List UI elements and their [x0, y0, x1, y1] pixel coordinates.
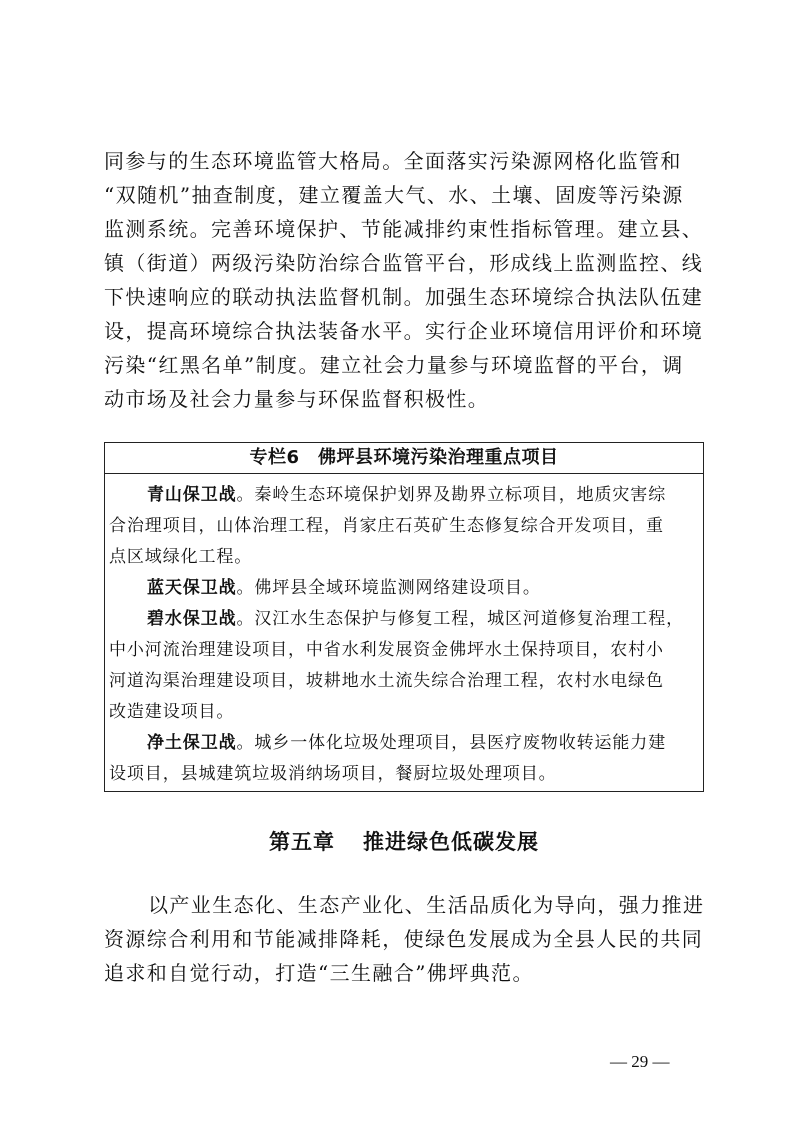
page-number: — 29 —: [610, 1052, 670, 1071]
paragraph-line: “双随机”抽查制度，建立覆盖大气、水、土壤、固废等污染源: [104, 183, 684, 207]
project-text: 。佛坪县全域环境监测网络建设项目。: [236, 578, 541, 598]
project-item-line: [109, 604, 699, 635]
column-box-title: 专栏6 佛坪县环境污染治理重点项目: [105, 443, 703, 474]
paragraph-line: 设，提高环境综合执法装备水平。实行企业环境信用评价和环境: [104, 319, 704, 343]
project-item-line: 点区域绿化工程。: [109, 547, 253, 567]
closing-paragraph: [104, 888, 704, 990]
chapter-heading: [104, 826, 704, 856]
project-item-line: 中小河流治理建设项目，中省水利发展资金佛坪水土保持项目，农村小: [109, 640, 664, 660]
project-item-line: [109, 480, 699, 511]
paragraph-line: 污染“红黑名单”制度。建立社会力量参与环境监督的平台，调: [104, 353, 684, 377]
project-item-line: 设项目，县城建筑垃圾消纳场项目，餐厨垃圾处理项目。: [109, 764, 557, 784]
paragraph-line: 动市场及社会力量参与环保监督积极性。: [104, 387, 490, 411]
project-text: 。汉江水生态保护与修复工程，城区河道修复治理工程，: [236, 609, 684, 629]
project-keyword: 碧水保卫战: [147, 609, 237, 629]
project-item-line: 改造建设项目。: [109, 702, 235, 722]
column-box: [104, 442, 704, 792]
paragraph-line: 监测系统。完善环境保护、节能减排约束性指标管理。建立县、: [104, 217, 704, 241]
paragraph-line: 镇（街道）两级污染防治综合监管平台，形成线上监测监控、线: [104, 251, 704, 275]
project-text: 。城乡一体化垃圾处理项目，县医疗废物收转运能力建: [236, 733, 667, 753]
project-keyword: 青山保卫战: [147, 485, 237, 505]
project-item-line: [109, 573, 699, 604]
chapter-title: 推进绿色低碳发展: [363, 830, 539, 854]
paragraph-line: 追求和自觉行动，打造“三生融合”佛坪典范。: [104, 961, 534, 985]
paragraph-line: 下快速响应的联动执法监督机制。加强生态环境综合执法队伍建: [104, 285, 704, 309]
project-text: 。秦岭生态环境保护划界及勘界立标项目，地质灾害综: [236, 485, 667, 505]
column-box-body: [105, 474, 703, 790]
paragraph-line: 以产业生态化、生态产业化、生活品质化为导向，强力推进: [148, 893, 705, 917]
paragraph-line: 资源综合利用和节能减排降耗，使绿色发展成为全县人民的共同: [104, 927, 704, 951]
paragraph-line: 同参与的生态环境监管大格局。全面落实污染源网格化监管和: [104, 149, 682, 173]
project-item-line: 河道沟渠治理建设项目，坡耕地水土流失综合治理工程，农村水电绿色: [109, 671, 664, 691]
project-keyword: 蓝天保卫战: [147, 578, 237, 598]
intro-paragraph: [104, 144, 704, 416]
project-item-line: [109, 728, 699, 759]
chapter-number: 第五章: [269, 830, 335, 854]
project-keyword: 净土保卫战: [147, 733, 237, 753]
project-item-line: 合治理项目，山体治理工程，肖家庄石英矿生态修复综合开发项目，重: [109, 516, 664, 536]
